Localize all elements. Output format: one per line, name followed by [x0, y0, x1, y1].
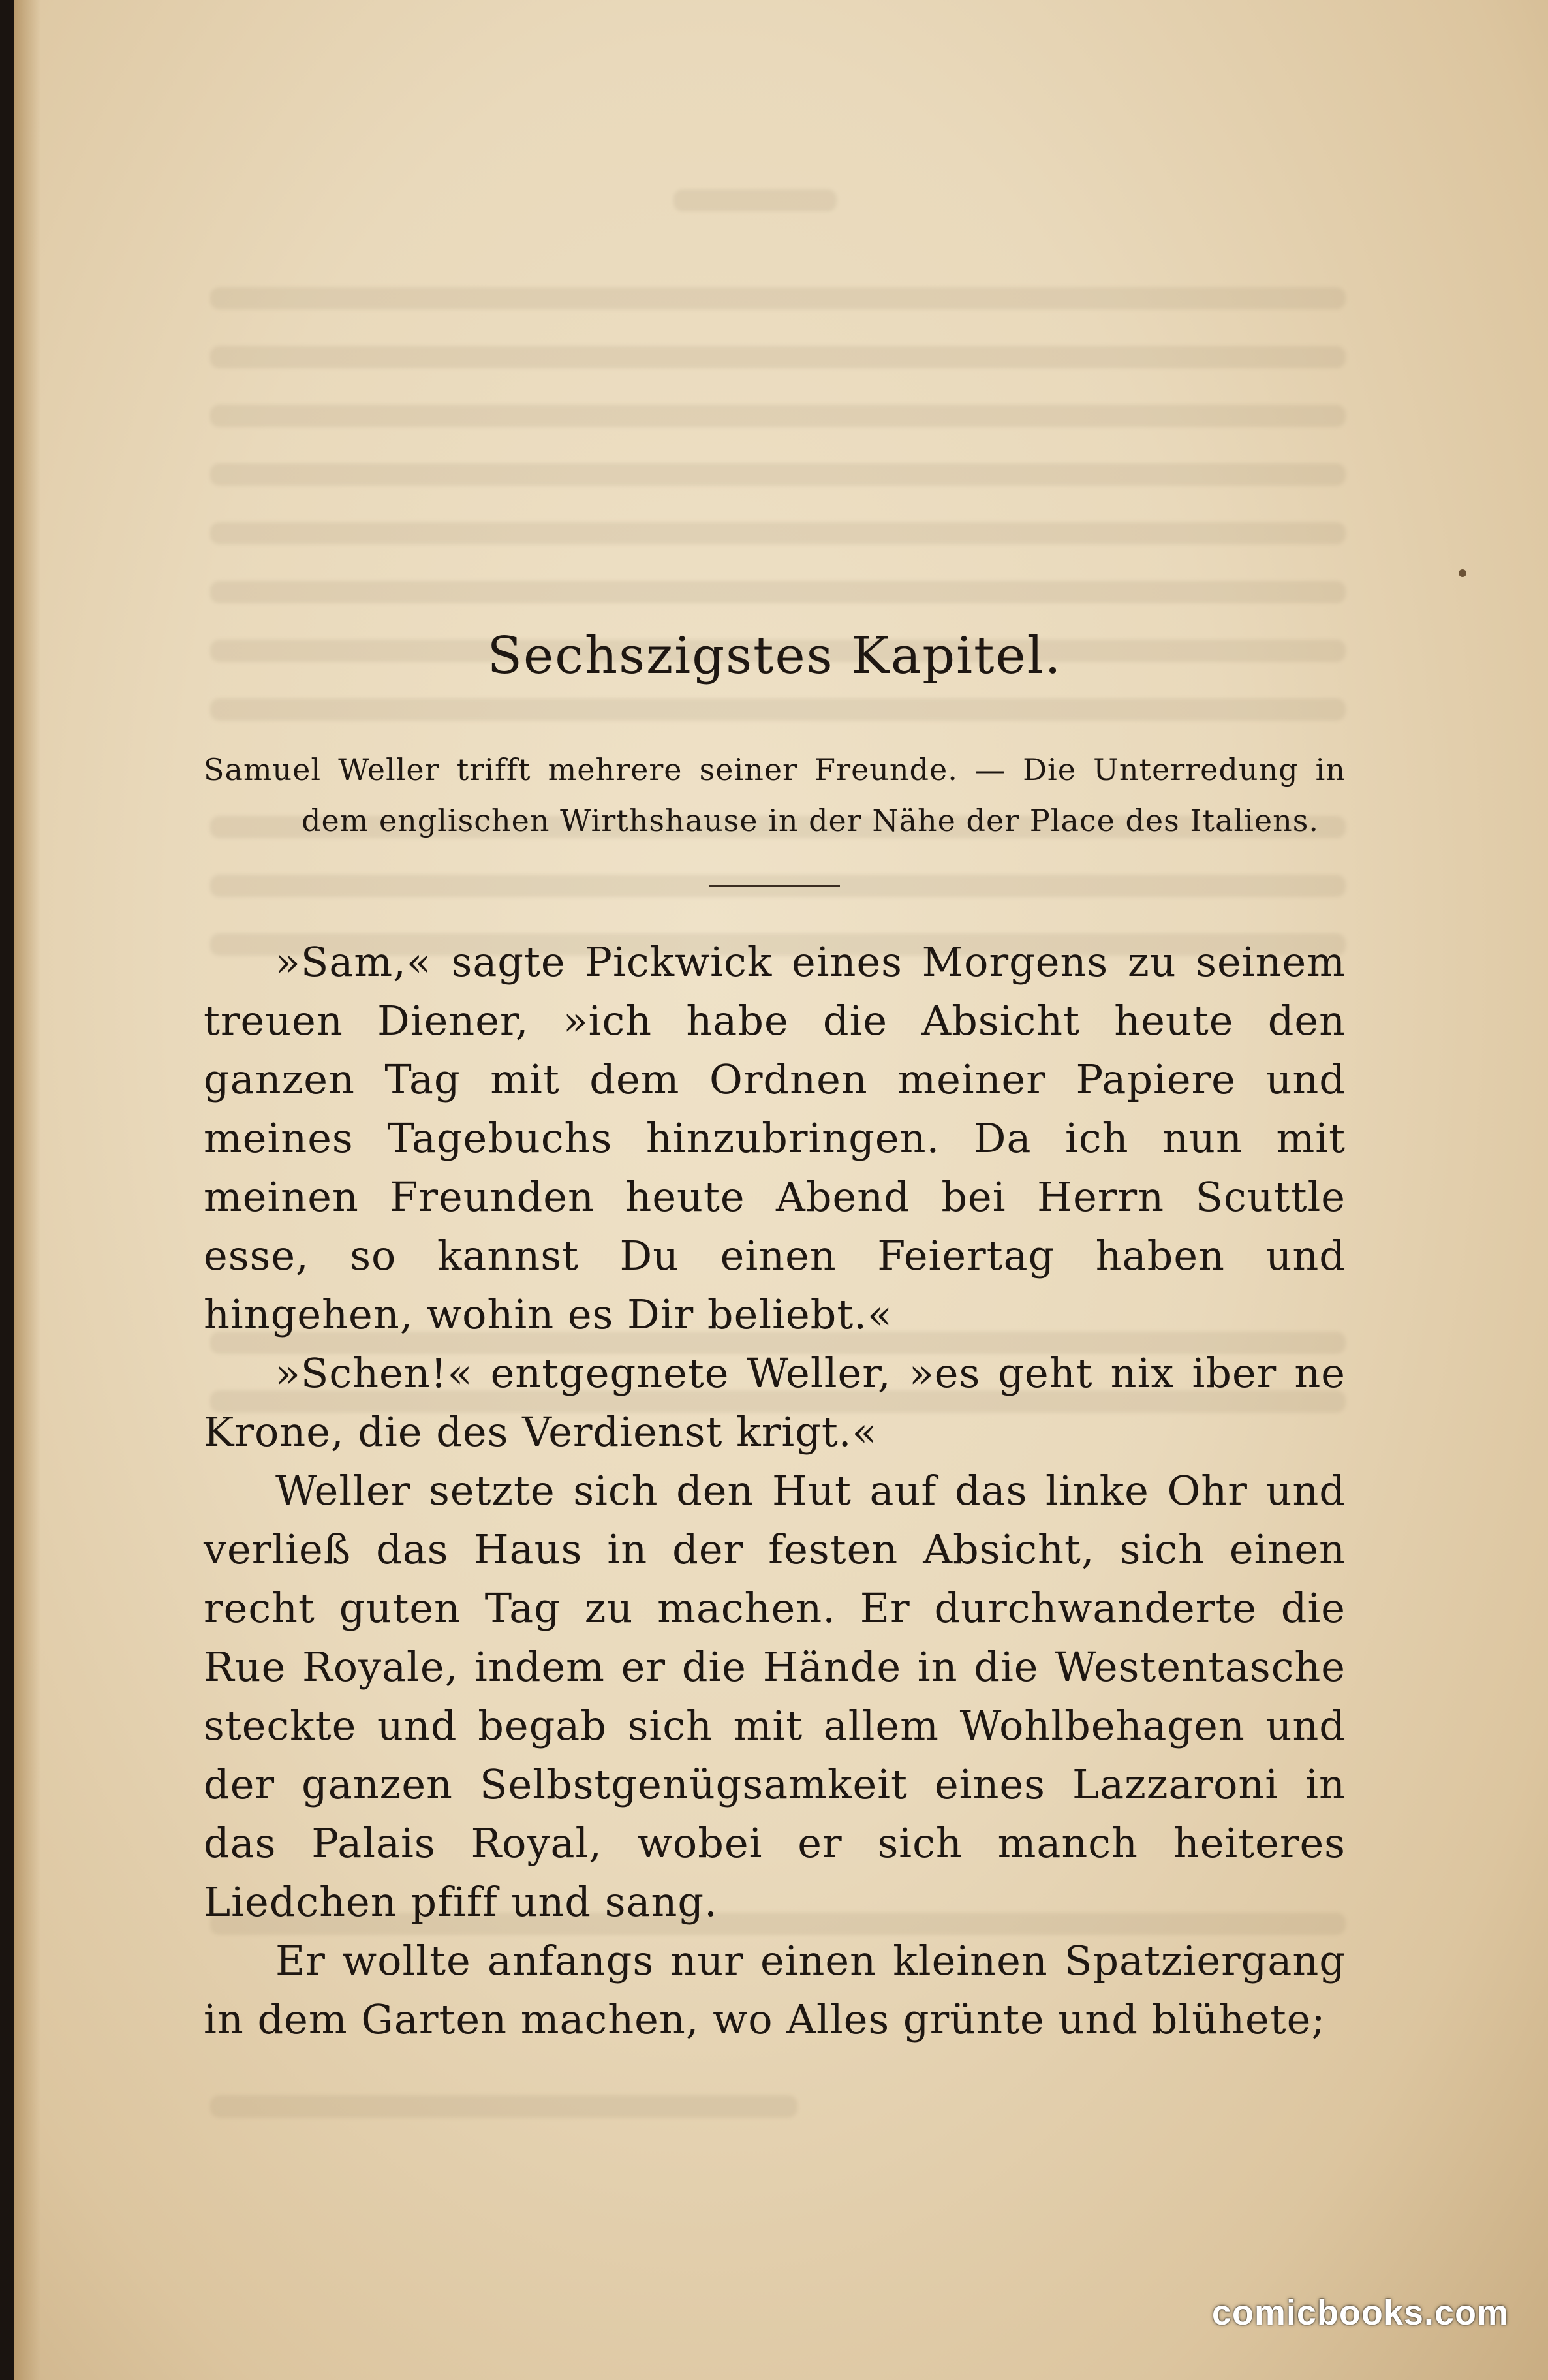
paragraph-2: »Schen!« entgegnete Weller, »es geht nix iber ne Krone, die des Verdienst krigt.«	[204, 1349, 1346, 1456]
chapter-summary: Samuel Weller trifft mehrere seiner Freunde. — Die Unterredung in dem englischen Wirthshause in der Nähe der Place des Italiens.	[204, 752, 1346, 838]
paper-spot	[1459, 569, 1466, 577]
site-watermark: comicbooks.com	[1211, 2293, 1509, 2332]
chapter-title: Sechszigstes Kapitel.	[487, 627, 1062, 685]
paragraph-3: Weller setzte sich den Hut auf das linke Ohr und verließ das Haus in der festen Absicht, sich einen recht guten Tag zu machen. Er durchwanderte die Rue Royale, indem er die Hände in die Westentasche steckte und begab sich mit allem Wohlbehagen und der ganzen Selbstgenügsamkeit eines Lazzaroni in das Palais Royal, wobei er sich manch heiteres Liedchen pfiff und sang.	[204, 1467, 1346, 1926]
book-page	[14, 0, 1548, 2380]
page-body	[204, 627, 1346, 2049]
paragraph-4: Er wollte anfangs nur einen kleinen Spatziergang in dem Garten machen, wo Alles grünte und blühete;	[204, 1937, 1346, 2043]
paragraph-1: »Sam,« sagte Pickwick eines Morgens zu seinem treuen Diener, »ich habe die Absicht heute den ganzen Tag mit dem Ordnen meiner Papiere und meines Tagebuchs hinzubringen. Da ich nun mit meinen Freunden heute Abend bei Herrn Scuttle esse, so kannst Du einen Feiertag haben und hingehen, wohin es Dir beliebt.«	[204, 938, 1346, 1338]
section-divider	[709, 885, 840, 887]
